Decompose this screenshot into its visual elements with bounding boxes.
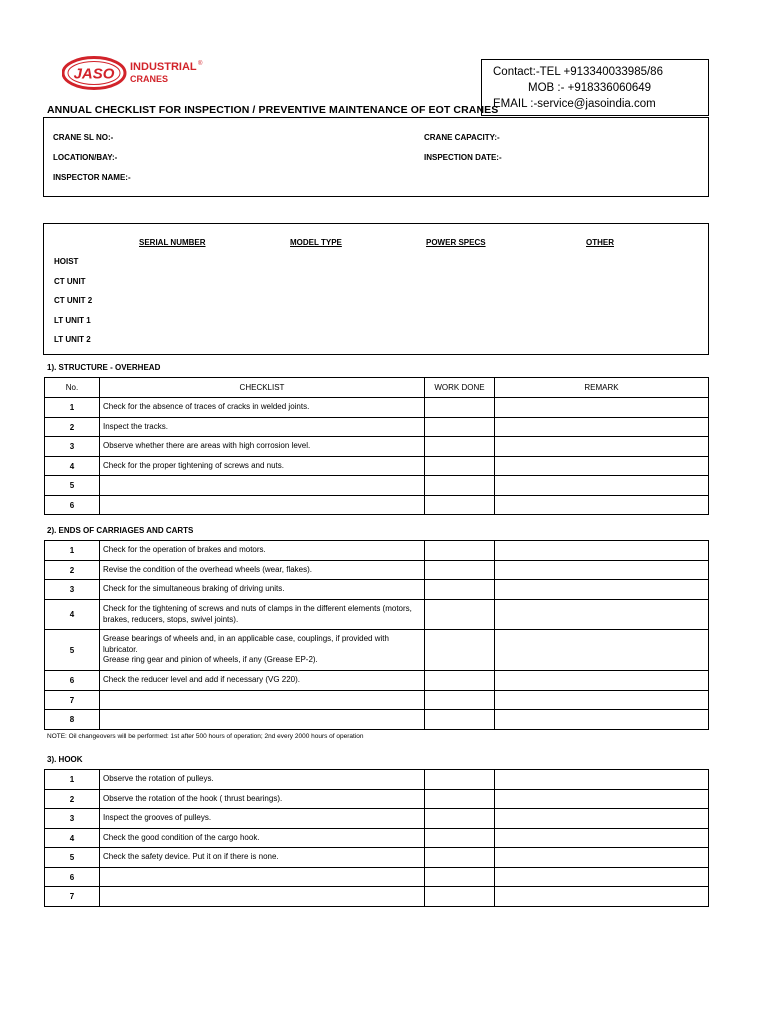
item-text: Check for the operation of brakes and motors. xyxy=(100,541,425,561)
item-text xyxy=(100,710,425,730)
item-text: Grease bearings of wheels and, in an applicable case, couplings, if provided with lubricator. Grease ring gear and pinion of wheels, if any (Grease EP-2). xyxy=(100,630,425,671)
item-text: Check the good condition of the cargo hook. xyxy=(100,829,425,848)
table-row xyxy=(45,398,709,418)
item-text: Observe the rotation of pulleys. xyxy=(100,770,425,790)
item-number: 3 xyxy=(45,437,100,457)
inspector-name-label: INSPECTOR NAME:- xyxy=(53,173,131,182)
table-row xyxy=(45,561,709,580)
work-done-cell[interactable] xyxy=(425,600,495,630)
work-done-cell[interactable] xyxy=(425,887,495,907)
table-row xyxy=(45,418,709,437)
power-specs-header: POWER SPECS xyxy=(426,238,486,247)
table-row xyxy=(45,770,709,790)
work-done-cell[interactable] xyxy=(425,868,495,887)
work-done-cell[interactable] xyxy=(425,496,495,515)
logo-cranes: CRANES xyxy=(130,74,169,84)
work-done-cell[interactable] xyxy=(425,580,495,600)
item-number: 7 xyxy=(45,691,100,710)
crane-sl-no-label: CRANE SL NO:- xyxy=(53,133,114,142)
crane-info-box xyxy=(43,117,709,197)
item-text xyxy=(100,496,425,515)
remark-cell[interactable] xyxy=(495,496,709,515)
table-row xyxy=(45,630,709,671)
table-row xyxy=(45,848,709,868)
remark-cell[interactable] xyxy=(495,790,709,809)
other-header: OTHER xyxy=(586,238,614,247)
remark-cell[interactable] xyxy=(495,418,709,437)
serial-number-header: SERIAL NUMBER xyxy=(139,238,206,247)
remark-cell[interactable] xyxy=(495,691,709,710)
item-number: 7 xyxy=(45,887,100,907)
contact-email: EMAIL :-service@jasoindia.com xyxy=(493,98,656,110)
work-done-cell[interactable] xyxy=(425,790,495,809)
item-number: 3 xyxy=(45,809,100,829)
work-done-cell[interactable] xyxy=(425,457,495,476)
item-text xyxy=(100,868,425,887)
item-text: Check the reducer level and add if necessary (VG 220). xyxy=(100,671,425,691)
remark-cell[interactable] xyxy=(495,887,709,907)
item-text xyxy=(100,476,425,496)
item-number: 5 xyxy=(45,476,100,496)
remark-cell[interactable] xyxy=(495,561,709,580)
work-done-cell[interactable] xyxy=(425,437,495,457)
item-text: Revise the condition of the overhead wheels (wear, flakes). xyxy=(100,561,425,580)
work-done-cell[interactable] xyxy=(425,691,495,710)
crane-capacity-label: CRANE CAPACITY:- xyxy=(424,133,500,142)
item-number: 1 xyxy=(45,770,100,790)
item-text: Check the safety device. Put it on if there is none. xyxy=(100,848,425,868)
contact-mob: MOB :- +918336060649 xyxy=(528,82,652,94)
work-done-cell[interactable] xyxy=(425,398,495,418)
table-row xyxy=(45,437,709,457)
work-done-cell[interactable] xyxy=(425,848,495,868)
remark-cell[interactable] xyxy=(495,476,709,496)
checklist-table xyxy=(44,540,709,730)
item-number: 5 xyxy=(45,630,100,671)
remark-cell[interactable] xyxy=(495,710,709,730)
table-row xyxy=(45,457,709,476)
work-done-cell[interactable] xyxy=(425,418,495,437)
column-header-checklist: CHECKLIST xyxy=(100,378,425,398)
remark-cell[interactable] xyxy=(495,770,709,790)
work-done-cell[interactable] xyxy=(425,476,495,496)
checklist-table xyxy=(44,769,709,907)
table-row xyxy=(45,476,709,496)
table-row xyxy=(45,868,709,887)
column-header-remark: REMARK xyxy=(495,378,709,398)
table-row xyxy=(45,496,709,515)
table-row xyxy=(45,671,709,691)
item-text: Check for the absence of traces of cracks in welded joints. xyxy=(100,398,425,418)
remark-cell[interactable] xyxy=(495,541,709,561)
remark-cell[interactable] xyxy=(495,671,709,691)
work-done-cell[interactable] xyxy=(425,671,495,691)
item-text xyxy=(100,887,425,907)
item-number: 6 xyxy=(45,671,100,691)
work-done-cell[interactable] xyxy=(425,770,495,790)
remark-cell[interactable] xyxy=(495,600,709,630)
logo-mark-text: JASO xyxy=(73,65,115,83)
unit-ct-unit: CT UNIT xyxy=(54,277,86,286)
table-row xyxy=(45,580,709,600)
column-header-work-done: WORK DONE xyxy=(425,378,495,398)
remark-cell[interactable] xyxy=(495,868,709,887)
item-text: Check for the tightening of screws and nuts of clamps in the different elements (motors, brakes, reducers, stops, swivel joints). xyxy=(100,600,425,630)
oil-changeover-note: NOTE: Oil changeovers will be performed: 1st after 500 hours of operation; 2nd every 2000 hours of operation xyxy=(47,733,364,740)
item-number: 6 xyxy=(45,496,100,515)
remark-cell[interactable] xyxy=(495,848,709,868)
work-done-cell[interactable] xyxy=(425,710,495,730)
remark-cell[interactable] xyxy=(495,457,709,476)
item-number: 2 xyxy=(45,418,100,437)
remark-cell[interactable] xyxy=(495,437,709,457)
logo-trademark: ® xyxy=(198,61,203,67)
remark-cell[interactable] xyxy=(495,580,709,600)
table-row xyxy=(45,829,709,848)
table-row xyxy=(45,809,709,829)
unit-ct-unit-2: CT UNIT 2 xyxy=(54,296,93,305)
item-number: 2 xyxy=(45,561,100,580)
inspection-date-label: INSPECTION DATE:- xyxy=(424,153,502,162)
page-title: ANNUAL CHECKLIST FOR INSPECTION / PREVENTIVE MAINTENANCE OF EOT CRANES xyxy=(47,104,499,116)
item-text: Inspect the grooves of pulleys. xyxy=(100,809,425,829)
remark-cell[interactable] xyxy=(495,829,709,848)
contact-tel: Contact:-TEL +913340033985/86 xyxy=(493,66,663,78)
item-number: 2 xyxy=(45,790,100,809)
item-number: 1 xyxy=(45,541,100,561)
unit-lt-unit-1: LT UNIT 1 xyxy=(54,316,91,325)
item-number: 4 xyxy=(45,600,100,630)
remark-cell[interactable] xyxy=(495,809,709,829)
table-row xyxy=(45,710,709,730)
table-row xyxy=(45,600,709,630)
item-number: 1 xyxy=(45,398,100,418)
work-done-cell[interactable] xyxy=(425,541,495,561)
item-number: 8 xyxy=(45,710,100,730)
logo-industrial: INDUSTRIAL xyxy=(130,61,197,73)
section-title: 2). ENDS OF CARRIAGES AND CARTS xyxy=(47,526,194,535)
section-title: 3). HOOK xyxy=(47,755,83,764)
table-row xyxy=(45,541,709,561)
item-number: 4 xyxy=(45,457,100,476)
model-type-header: MODEL TYPE xyxy=(290,238,342,247)
item-number: 5 xyxy=(45,848,100,868)
unit-hoist: HOIST xyxy=(54,257,79,266)
column-header-no: No. xyxy=(45,378,100,398)
item-number: 3 xyxy=(45,580,100,600)
item-number: 6 xyxy=(45,868,100,887)
contact-box xyxy=(481,59,709,116)
item-text: Check for the proper tightening of screws and nuts. xyxy=(100,457,425,476)
table-row xyxy=(45,790,709,809)
work-done-cell[interactable] xyxy=(425,809,495,829)
work-done-cell[interactable] xyxy=(425,561,495,580)
table-row xyxy=(45,887,709,907)
section-title: 1). STRUCTURE - OVERHEAD xyxy=(47,363,161,372)
location-label: LOCATION/BAY:- xyxy=(53,153,118,162)
unit-lt-unit-2: LT UNIT 2 xyxy=(54,335,91,344)
item-text: Observe the rotation of the hook ( thrust bearings). xyxy=(100,790,425,809)
item-number: 4 xyxy=(45,829,100,848)
work-done-cell[interactable] xyxy=(425,829,495,848)
table-row xyxy=(45,691,709,710)
item-text: Inspect the tracks. xyxy=(100,418,425,437)
item-text: Check for the simultaneous braking of driving units. xyxy=(100,580,425,600)
remark-cell[interactable] xyxy=(495,630,709,671)
remark-cell[interactable] xyxy=(495,398,709,418)
checklist-table xyxy=(44,377,709,515)
item-text xyxy=(100,691,425,710)
work-done-cell[interactable] xyxy=(425,630,495,671)
jaso-logo xyxy=(62,56,212,90)
units-box xyxy=(43,223,709,355)
item-text: Observe whether there are areas with high corrosion level. xyxy=(100,437,425,457)
